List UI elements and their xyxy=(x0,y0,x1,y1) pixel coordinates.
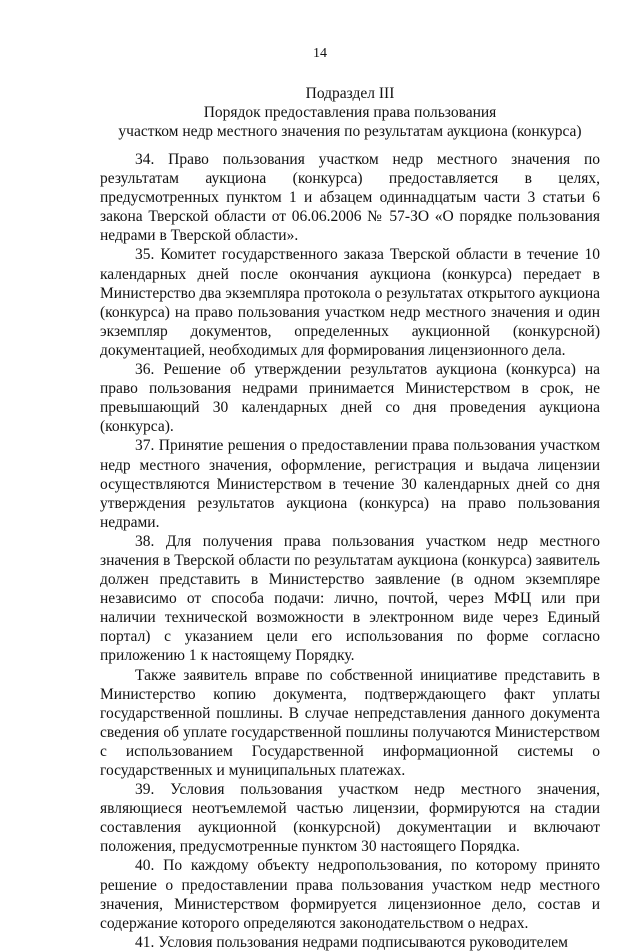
paragraph-38-continuation: Также заявитель вправе по собственной инициативе представить в Министерство копию документа, подтверждающего факт уплаты государственной пошлины. В случае непредставления данного документа сведения об уплате государственной пошлины получаются Министерством с использованием Государственной информационной системы о государственных и муниципальных платежах. xyxy=(100,666,600,779)
paragraph-35: 35. Комитет государственного заказа Тверской области в течение 10 календарных дней после окончания аукциона (конкурса) передает в Министерство два экземпляра протокола о результатах открытого аукциона (конкурса) на право пользования участком недр местного значения и один экземпляр документов, определенных аукционной (конкурсной) документацией, необходимых для формирования лицензионного дела. xyxy=(100,246,600,359)
section-heading-line-1: Порядок предоставления права пользования xyxy=(203,104,497,121)
document-body xyxy=(100,150,600,952)
paragraph-39: 39. Условия пользования участком недр местного значения, являющиеся неотъемлемой частью лицензии, формируются на стадии составления аукционной (конкурсной) документации и включают положения, предусмотренные пунктом 30 настоящего Порядка. xyxy=(100,781,600,856)
paragraph-37: 37. Принятие решения о предоставлении права пользования участком недр местного значения, оформление, регистрация и выдача лицензии осуществляются Министерством в течение 30 календарных дней со дня утверждения результатов аукциона (конкурса) на право пользования недрами. xyxy=(100,437,600,531)
paragraph-34: 34. Право пользования участком недр местного значения по результатам аукциона (конкурса) предоставляется в целях, предусмотренных пунктом 1 и абзацем одиннадцатым части 3 статьи 6 закона Тверской области от 06.06.2006 № 57-ЗО «О порядке пользования недрами в Тверской области». xyxy=(100,151,600,245)
paragraph-38: 38. Для получения права пользования участком недр местного значения в Тверской области по результатам аукциона (конкурса) заявитель должен представить в Министерство заявление (в одном экземпляре независимо от способа подачи: лично, почтой, через МФЦ или при наличии технической возможности в электронном виде через Единый портал) с указанием цели его использования по форме согласно приложению 1 к настоящему Порядку. xyxy=(100,532,600,665)
paragraph-41: 41. Условия пользования недрами подписываются руководителем xyxy=(135,933,568,951)
page-number: 14 xyxy=(313,46,327,61)
section-heading-line-2: участком недр местного значения по результатам аукциона (конкурса) xyxy=(118,123,582,140)
paragraph-40: 40. По каждому объекту недропользования, по которому принято решение о предоставлении права пользования участком недр местного значения, Министерством формируется лицензионное дело, состав и содержание которого определяются законодательством о недрах. xyxy=(100,857,600,932)
subsection-title: Подраздел III xyxy=(305,85,395,102)
paragraph-36: 36. Решение об утверждении результатов аукциона (конкурса) на право пользования недрами принимается Министерством в срок, не превышающий 30 календарных дней со дня проведения аукциона (конкурса). xyxy=(100,361,600,436)
